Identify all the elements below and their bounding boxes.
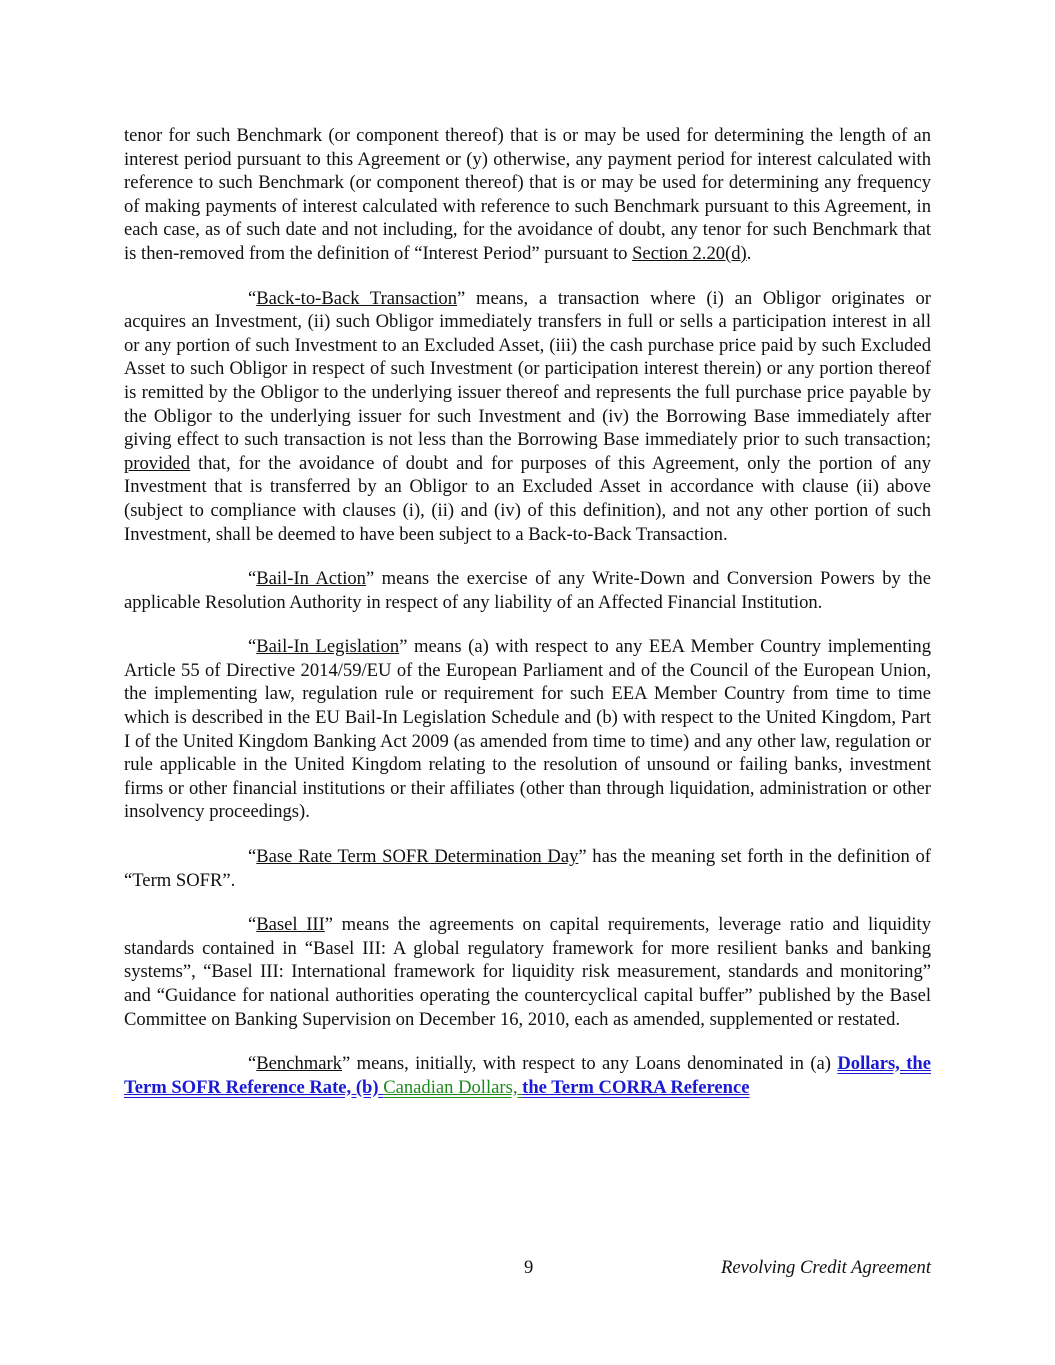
section-reference-link[interactable]: Section 2.20(d)	[632, 242, 747, 264]
emphasized-word: provided	[124, 452, 191, 474]
document-title: Revolving Credit Agreement	[721, 1257, 931, 1278]
quote-mark: “	[248, 636, 257, 658]
paragraph-tenor-continuation	[124, 124, 931, 266]
paragraph-text: tenor for such Benchmark (or component thereof) that is or may be used for determining the length of an interest period pursuant to this Agreement or (y) otherwise, any payment period for interest calculated with reference to such Benchmark (or component thereof) that is or may be used for determining any frequency of making payments of interest calculated with reference to such Benchmark pursuant to this Agreement, in each case, as of such date and not including, for the avoidance of doubt, any tenor for such Benchmark that is then-removed from the definition of “Interest Period” pursuant to	[124, 125, 931, 264]
definition-back-to-back-transaction	[124, 287, 931, 547]
quote-mark: “	[248, 846, 257, 868]
defined-term: Back-to-Back Transaction	[256, 287, 458, 309]
defined-term: Benchmark	[256, 1053, 342, 1075]
inserted-text-blue: Dollars, the Term SOFR Reference Rate, (b)	[124, 1053, 931, 1098]
inserted-text-blue: the Term CORRA Reference	[522, 1076, 750, 1098]
page-footer	[124, 1257, 931, 1281]
definition-benchmark	[124, 1052, 931, 1099]
document-page	[124, 124, 931, 1120]
paragraph-text: .	[746, 242, 752, 264]
definition-text: ” means, initially, with respect to any Loans denominated in (a)	[341, 1053, 838, 1075]
quote-mark: “	[248, 1053, 257, 1075]
quote-mark: “	[248, 914, 257, 936]
quote-mark: “	[248, 568, 257, 590]
definition-bail-in-legislation	[124, 635, 931, 824]
definition-base-rate-term-sofr-determination-day	[124, 845, 931, 892]
definition-text: ” means the exercise of any Write-Down and Conversion Powers by the applicable Resolution Authority in respect of any liability of an Affected Financial Institution.	[124, 568, 931, 613]
quote-mark: “	[248, 287, 257, 309]
defined-term: Base Rate Term SOFR Determination Day	[256, 846, 579, 868]
definition-basel-iii	[124, 913, 931, 1031]
page-number: 9	[524, 1257, 534, 1278]
defined-term: Bail-In Action	[256, 568, 366, 590]
definition-text: ” means (a) with respect to any EEA Member Country implementing Article 55 of Directive 2014/59/EU of the European Parliament and of the Council of the European Union, the implementing law, regulation rule or requirement for such EEA Member Country from time to time which is described in the EU Bail-In Legislation Schedule and (b) with respect to the United Kingdom, Part I of the United Kingdom Banking Act 2009 (as amended from time to time) and any other law, regulation or rule applicable in the United Kingdom relating to the resolution of unsound or failing banks, investment firms or other financial institutions or their affiliates (other than through liquidation, administration or other insolvency proceedings).	[124, 636, 931, 823]
definition-text: ” means the agreements on capital requirements, leverage ratio and liquidity standards contained in “Basel III: A global regulatory framework for more resilient banks and banking systems”, “Basel III: International framework for liquidity risk measurement, standards and monitoring” and “Guidance for national authorities operating the countercyclical capital buffer” published by the Basel Committee on Banking Supervision on December 16, 2010, each as amended, supplemented or restated.	[124, 914, 932, 1030]
definition-text: that, for the avoidance of doubt and for purposes of this Agreement, only the portion of any Investment that is transferred by an Obligor to an Excluded Asset in accordance with clause (ii) above (subject to compliance with clauses (i), (ii) and (iv) of this definition), and not any other portion of such Investment, shall be deemed to have been subject to a Back-to-Back Transaction.	[124, 452, 931, 545]
definition-bail-in-action	[124, 567, 931, 614]
definition-text: ” has the meaning set forth in the definition of “Term SOFR”.	[124, 846, 931, 891]
inserted-text-green: Canadian Dollars,	[383, 1076, 523, 1098]
definition-text: ” means, a transaction where (i) an Obligor originates or acquires an Investment, (ii) such Obligor immediately transfers in full or sells a participation interest in all or any portion of such Investment to an Excluded Asset, (iii) the cash purchase price paid by such Excluded Asset to such Obligor in respect of such Investment (or participation interest therein) or any portion thereof is remitted by the Obligor to the underlying issuer thereof and represents the full purchase price payable by the Obligor to the underlying issuer for such Investment and (iv) the Borrowing Base immediately after giving effect to such transaction is not less than the Borrowing Base immediately prior to such transaction;	[124, 287, 931, 451]
defined-term: Bail-In Legislation	[256, 636, 400, 658]
defined-term: Basel III	[256, 914, 325, 936]
